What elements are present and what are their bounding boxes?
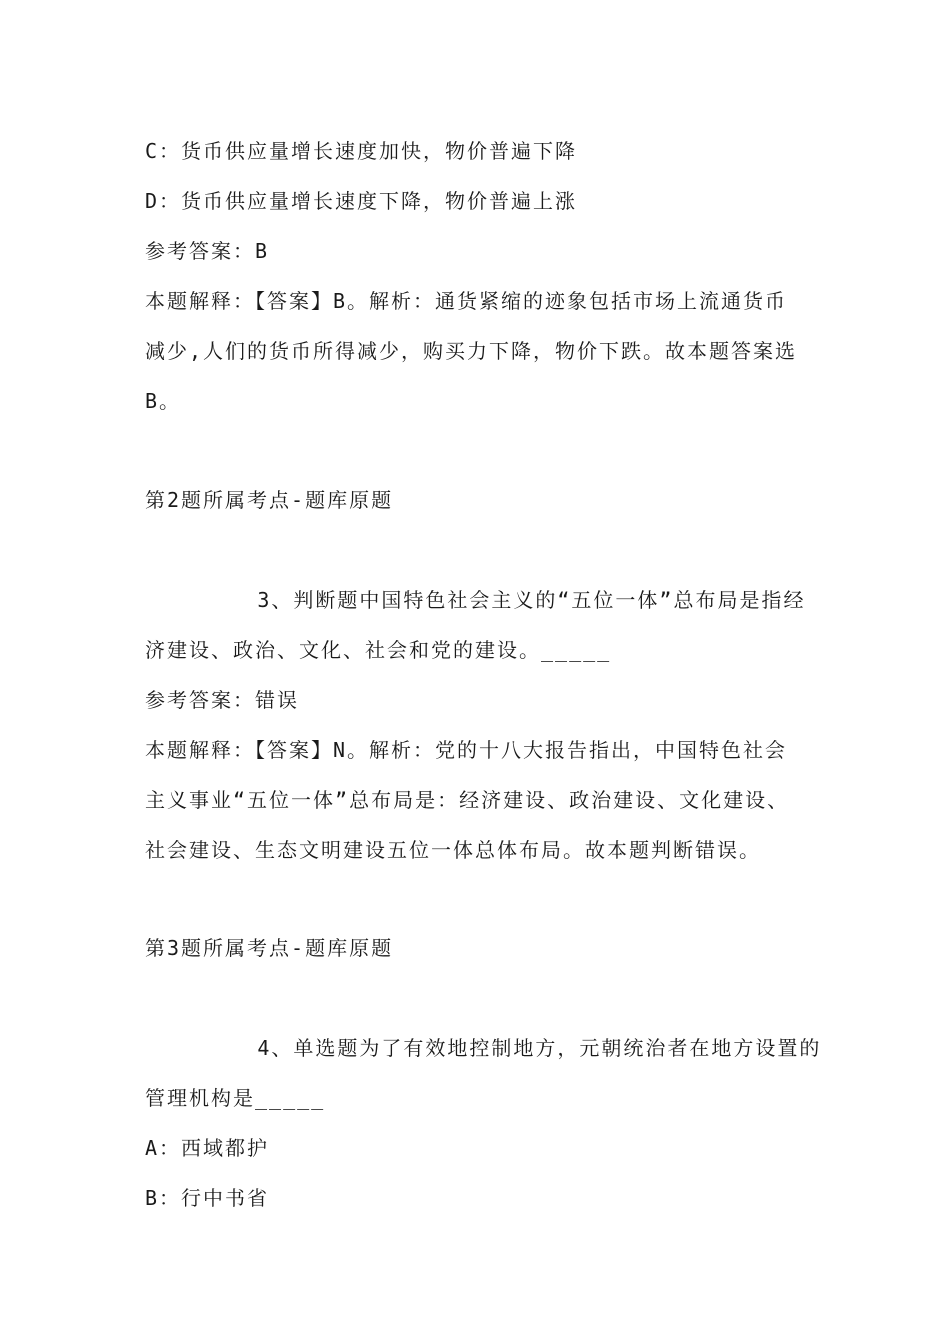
explanation-line: 主义事业“五位一体”总布局是：经济建设、政治建设、文化建设、 [145, 788, 790, 812]
source-note: 第3题所属考点-题库原题 [145, 936, 394, 960]
question-line: 管理机构是_____ [145, 1086, 326, 1110]
explanation-line: 本题解释：【答案】N。解析：党的十八大报告指出，中国特色社会 [145, 738, 788, 762]
reference-answer: 参考答案：错误 [145, 688, 299, 712]
question-line: 济建设、政治、文化、社会和党的建设。_____ [145, 638, 612, 662]
option-b: B：行中书省 [145, 1186, 270, 1210]
question-line: 3、判断题中国特色社会主义的“五位一体”总布局是指经 [145, 588, 806, 612]
explanation-line: 本题解释：【答案】B。解析：通货紧缩的迹象包括市场上流通货币 [145, 289, 788, 313]
option-c: C：货币供应量增长速度加快，物价普遍下降 [145, 139, 578, 163]
explanation-line: 社会建设、生态文明建设五位一体总体布局。故本题判断错误。 [145, 838, 761, 862]
explanation-line: B。 [145, 389, 182, 413]
source-note: 第2题所属考点-题库原题 [145, 488, 394, 512]
option-d: D：货币供应量增长速度下降，物价普遍上涨 [145, 189, 578, 213]
explanation-line: 减少,人们的货币所得减少，购买力下降，物价下跌。故本题答案选 [145, 339, 798, 363]
question-line: 4、单选题为了有效地控制地方，元朝统治者在地方设置的 [145, 1036, 822, 1060]
option-a: A：西域都护 [145, 1136, 270, 1160]
reference-answer: 参考答案：B [145, 239, 270, 263]
